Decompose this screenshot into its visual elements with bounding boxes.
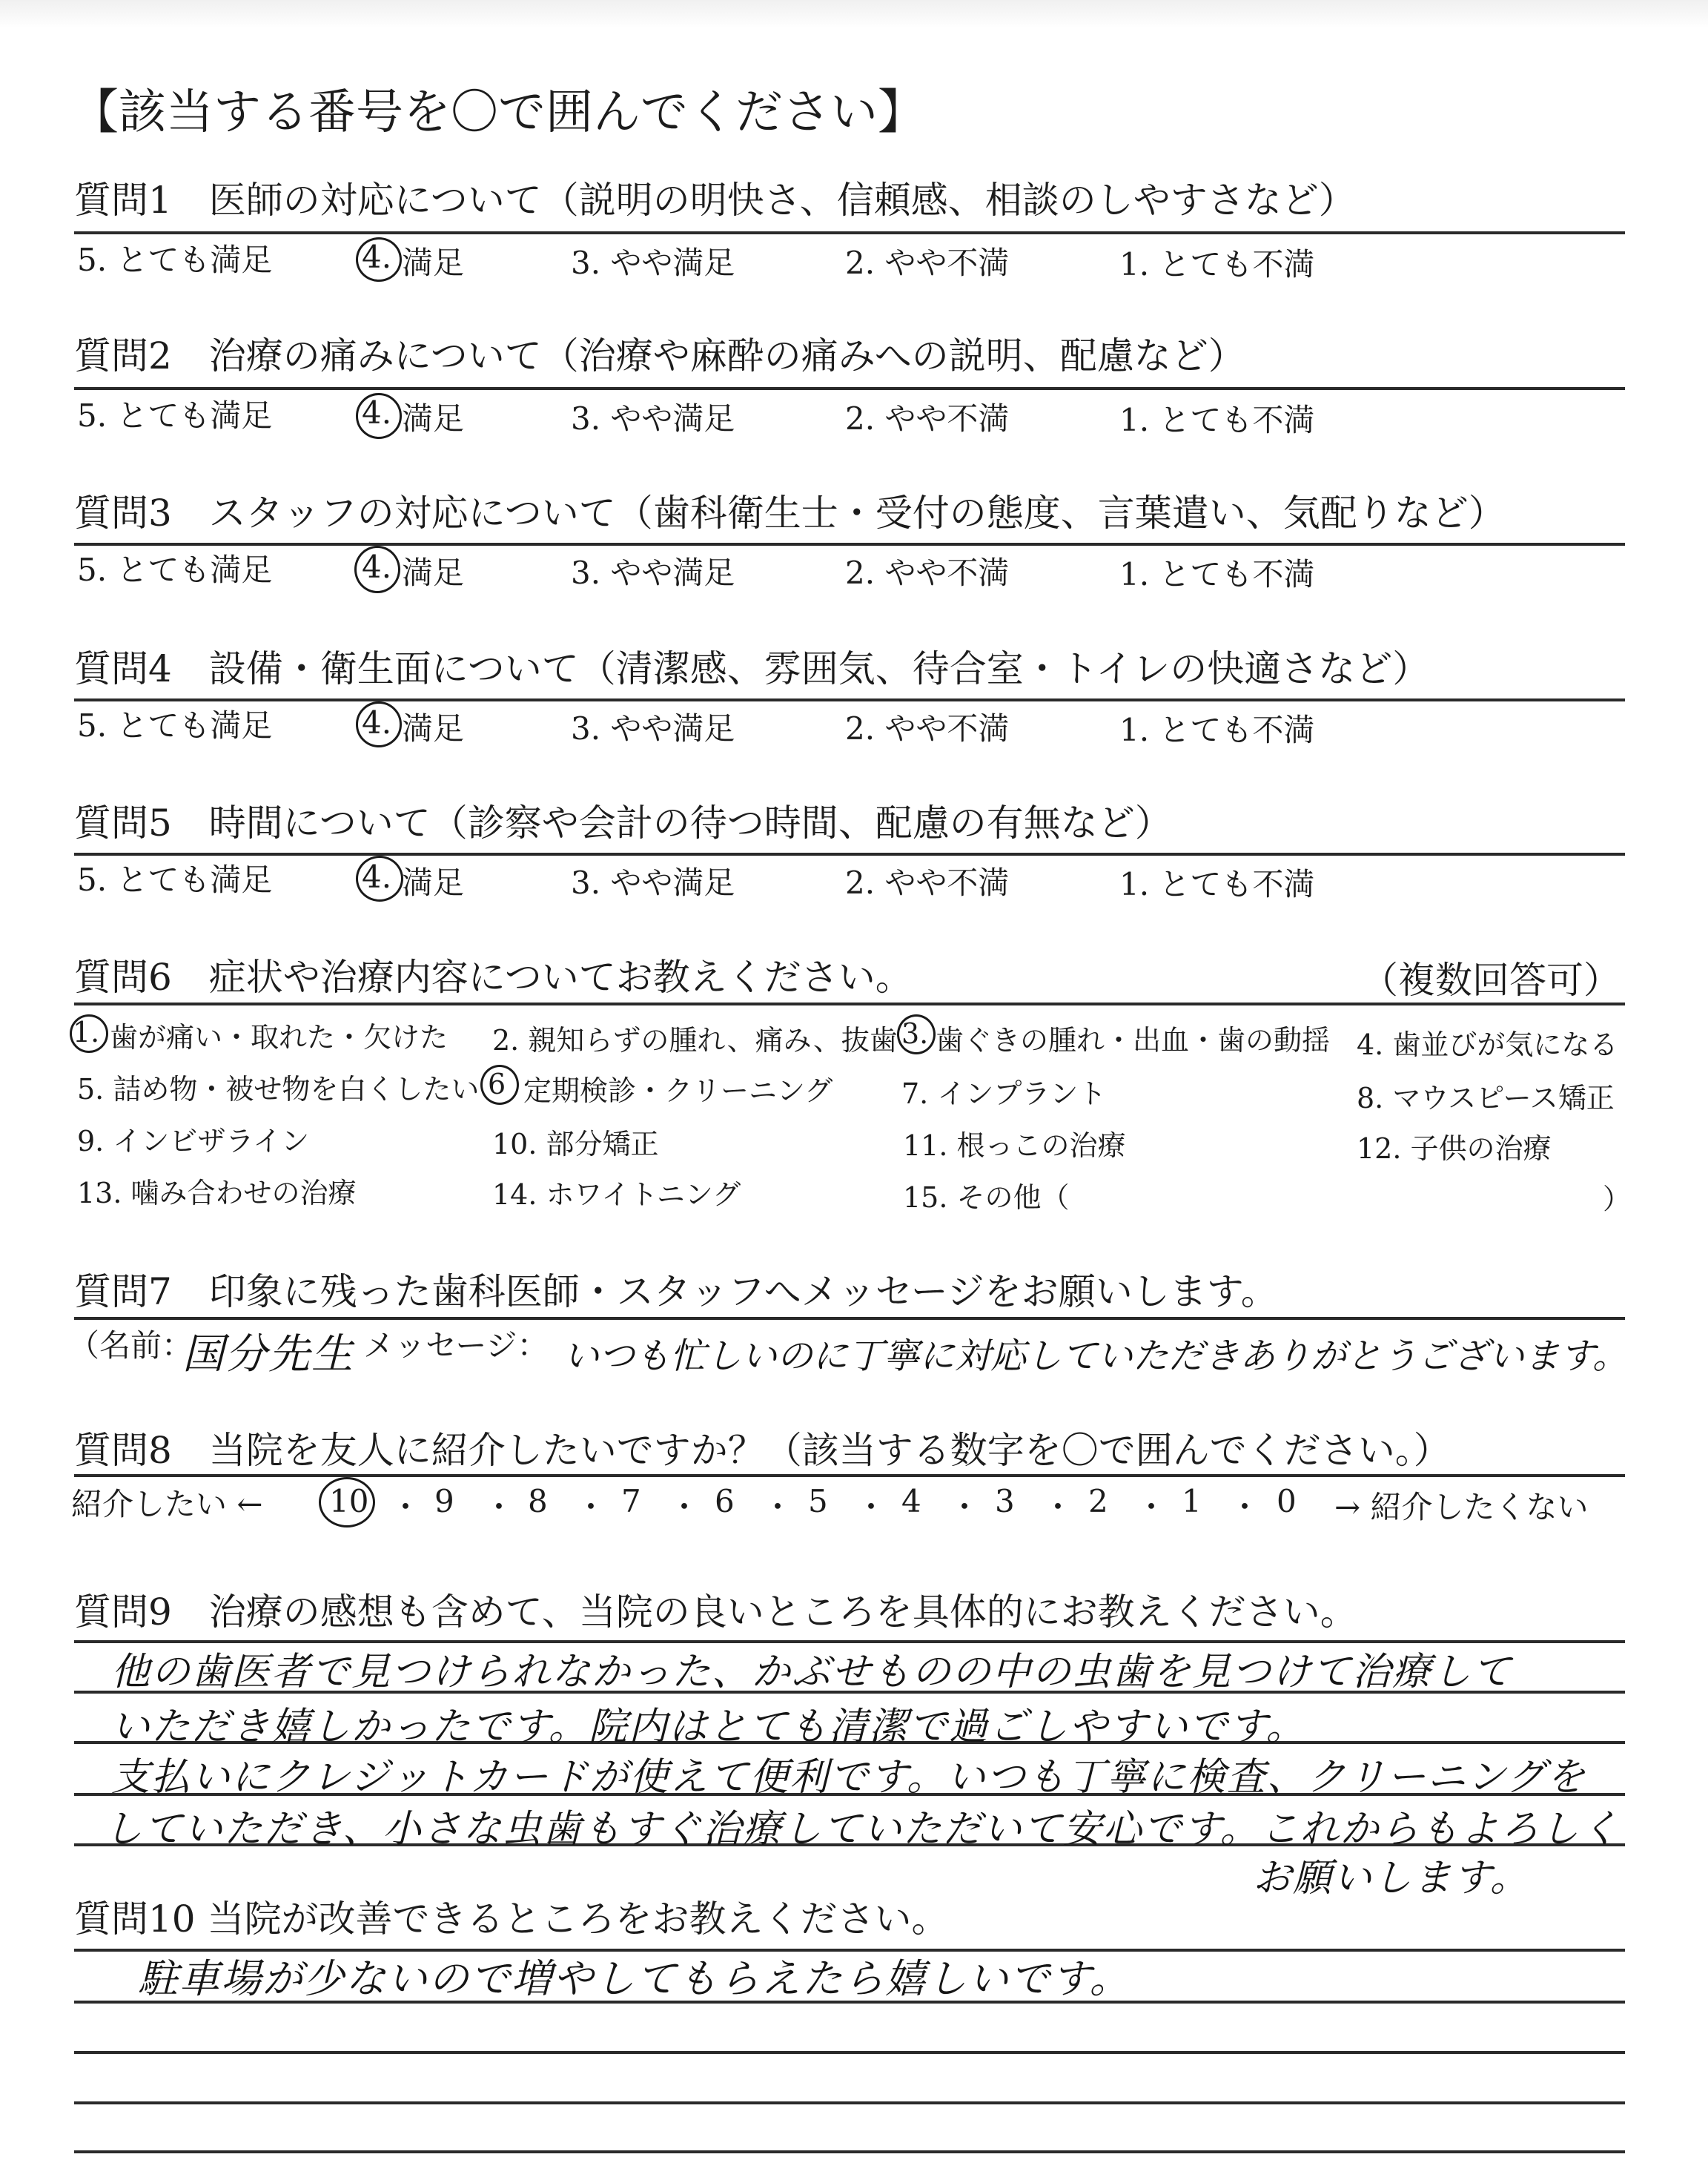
option-2[interactable]: 2. やや不満 <box>845 710 1010 747</box>
option-2[interactable]: 2. やや不満 <box>845 555 1010 591</box>
option-10[interactable]: 10. 部分矯正 <box>492 1128 659 1160</box>
scan-top-edge <box>0 0 1708 28</box>
question-5-rule <box>74 853 1625 856</box>
option-4-number[interactable]: 4. <box>362 239 392 275</box>
option-1[interactable]: 1. とても不満 <box>1119 866 1315 902</box>
question-3-heading: 質問3 スタッフの対応について（歯科衛生士・受付の態度、言葉遣い、気配りなど） <box>74 492 1506 535</box>
option-2[interactable]: 2. 親知らずの腫れ、痛み、抜歯 <box>492 1024 898 1057</box>
option-3[interactable]: 3. やや満足 <box>571 245 735 281</box>
answer-circle <box>356 237 402 282</box>
option-4-number[interactable]: 4. <box>362 859 392 895</box>
option-3[interactable]: 3. やや満足 <box>571 865 735 901</box>
answer-circle <box>356 856 403 902</box>
option-4[interactable]: 4. 歯並びが気になる <box>1357 1028 1618 1061</box>
scale-dot: ・ <box>483 1489 515 1525</box>
option-9[interactable]: 9. インビザライン <box>77 1125 310 1157</box>
answer-line <box>74 2150 1625 2153</box>
q9-answer-line-2[interactable]: いただき嬉しかったです。院内はとても清潔で過ごしやすいです。 <box>111 1705 1306 1749</box>
option-1[interactable]: 1. とても不満 <box>1119 402 1315 438</box>
option-1[interactable]: 1. とても不満 <box>1119 556 1315 592</box>
scale-5[interactable]: 5 <box>808 1483 828 1519</box>
scale-right-label: → 紹介したくない <box>1334 1489 1589 1525</box>
question-7-rule <box>74 1317 1625 1320</box>
option-4-number[interactable]: 4. <box>362 704 392 741</box>
question-6-rule <box>74 1003 1625 1005</box>
option-1-label[interactable]: 歯が痛い・取れた・欠けた <box>110 1021 448 1054</box>
question-10-heading: 質問10 当院が改善できるところをお教えください。 <box>74 1898 949 1941</box>
scale-dot: ・ <box>669 1489 701 1525</box>
answer-circle <box>897 1014 936 1054</box>
option-7[interactable]: 7. インプラント <box>901 1077 1107 1110</box>
option-5[interactable]: 5. とても満足 <box>77 552 273 588</box>
scale-9[interactable]: 9 <box>434 1483 454 1519</box>
option-3-number[interactable]: 3. <box>901 1017 929 1050</box>
q9-answer-line-5[interactable]: お願いします。 <box>1253 1856 1530 1900</box>
scale-7[interactable]: 7 <box>621 1483 641 1519</box>
answer-line <box>74 2101 1625 2104</box>
question-1-heading: 質問1 医師の対応について（説明の明快さ、信頼感、相談のしやすさなど） <box>74 179 1356 222</box>
answer-circle <box>480 1065 519 1105</box>
option-2[interactable]: 2. やや不満 <box>845 865 1010 901</box>
message-value[interactable]: いつも忙しいのに丁寧に対応していただきありがとうございます。 <box>563 1335 1629 1377</box>
scale-dot: ・ <box>1136 1489 1168 1525</box>
option-6-label[interactable]: 定期検診・クリーニング <box>523 1074 833 1107</box>
option-4-label[interactable]: 満足 <box>402 245 465 281</box>
q10-answer[interactable]: 駐車場が少ないので増やしてもらえたら嬉しいです。 <box>138 1955 1131 2002</box>
scale-6[interactable]: 6 <box>715 1483 735 1519</box>
scale-dot: ・ <box>575 1489 607 1525</box>
option-13[interactable]: 13. 噛み合わせの治療 <box>77 1177 357 1209</box>
scale-3[interactable]: 3 <box>995 1483 1015 1519</box>
option-5[interactable]: 5. とても満足 <box>77 862 273 898</box>
option-1-number[interactable]: 1. <box>73 1016 100 1048</box>
option-6-number[interactable]: 6 <box>488 1068 506 1100</box>
option-3[interactable]: 3. やや満足 <box>571 710 735 747</box>
question-4-heading: 質問4 設備・衛生面について（清潔感、雰囲気、待合室・トイレの快適さなど） <box>74 647 1430 690</box>
name-label: （名前： <box>68 1327 193 1364</box>
option-2[interactable]: 2. やや不満 <box>845 400 1010 437</box>
option-5[interactable]: 5. とても満足 <box>77 397 273 434</box>
option-1[interactable]: 1. とても不満 <box>1119 712 1315 748</box>
option-11[interactable]: 11. 根っこの治療 <box>903 1129 1126 1162</box>
question-8-rule <box>74 1474 1625 1477</box>
answer-circle <box>356 393 402 439</box>
scale-dot: ・ <box>1229 1489 1261 1525</box>
scale-dot: ・ <box>390 1489 422 1525</box>
option-5[interactable]: 5. とても満足 <box>77 707 273 744</box>
option-2[interactable]: 2. やや不満 <box>845 245 1010 281</box>
scale-left-label: 紹介したい ← <box>71 1486 263 1522</box>
option-1[interactable]: 1. とても不満 <box>1119 246 1315 283</box>
scale-dot: ・ <box>1042 1489 1074 1525</box>
scale-2[interactable]: 2 <box>1088 1483 1108 1519</box>
option-3[interactable]: 3. やや満足 <box>571 555 735 591</box>
question-8-heading: 質問8 当院を友人に紹介したいですか？（該当する数字を〇で囲んでください。） <box>74 1429 1451 1472</box>
name-value[interactable]: 国分先生 <box>182 1330 354 1378</box>
question-3-rule <box>74 543 1625 546</box>
option-5[interactable]: 5. とても満足 <box>77 242 273 278</box>
multiple-answers-note: （複数回答可） <box>1361 959 1621 1002</box>
answer-circle <box>319 1477 375 1527</box>
question-5-heading: 質問5 時間について（診察や会計の待つ時間、配慮の有無など） <box>74 802 1172 845</box>
option-14[interactable]: 14. ホワイトニング <box>492 1178 741 1211</box>
question-2-rule <box>74 387 1625 390</box>
option-4-label[interactable]: 満足 <box>402 400 465 437</box>
scale-dot: ・ <box>949 1489 981 1525</box>
option-3[interactable]: 3. やや満足 <box>571 400 735 437</box>
option-15-close: ） <box>1603 1183 1632 1215</box>
question-6-heading: 質問6 症状や治療内容についてお教えください。 <box>74 956 913 999</box>
message-label: メッセージ： <box>363 1327 549 1364</box>
question-7-heading: 質問7 印象に残った歯科医師・スタッフへメッセージをお願いします。 <box>74 1270 1278 1313</box>
scale-1[interactable]: 1 <box>1182 1483 1202 1519</box>
answer-line <box>74 2051 1625 2054</box>
question-4-rule <box>74 698 1625 701</box>
option-8[interactable]: 8. マウスピース矯正 <box>1357 1082 1615 1114</box>
q9-answer-line-3[interactable]: 支払いにクレジットカードが使えて便利です。いつも丁寧に検査、クリーニングを <box>111 1755 1586 1800</box>
q9-answer-line-4[interactable]: していただき、小さな虫歯もすぐ治療していただいて安心です。これからもよろしく <box>104 1807 1621 1852</box>
answer-circle <box>354 546 400 593</box>
question-2-heading: 質問2 治療の痛みについて（治療や麻酔の痛みへの説明、配慮など） <box>74 334 1245 377</box>
scale-4[interactable]: 4 <box>901 1483 921 1519</box>
option-4-label[interactable]: 満足 <box>402 555 465 591</box>
answer-circle <box>70 1014 108 1053</box>
scale-0[interactable]: 0 <box>1277 1483 1297 1519</box>
option-4-label[interactable]: 満足 <box>402 865 465 901</box>
option-5[interactable]: 5. 詰め物・被せ物を白くしたい <box>77 1073 480 1106</box>
option-12[interactable]: 12. 子供の治療 <box>1357 1132 1552 1165</box>
option-4-label[interactable]: 満足 <box>402 710 465 747</box>
page-title: 【該当する番号を〇で囲んでください】 <box>71 85 925 140</box>
answer-circle <box>356 701 402 747</box>
scale-dot: ・ <box>762 1489 794 1525</box>
option-3-label[interactable]: 歯ぐきの腫れ・出血・歯の動揺 <box>936 1024 1331 1057</box>
question-9-heading: 質問9 治療の感想も含めて、当院の良いところを具体的にお教えください。 <box>74 1591 1357 1634</box>
option-4-number[interactable]: 4. <box>362 394 392 431</box>
scale-10[interactable]: 10 <box>329 1483 369 1519</box>
scale-8[interactable]: 8 <box>528 1483 548 1519</box>
scale-dot: ・ <box>855 1489 887 1525</box>
q9-answer-line-1[interactable]: 他の歯医者で見つけられなかった、かぶせものの中の虫歯を見つけて治療して <box>111 1650 1513 1694</box>
option-15[interactable]: 15. その他（ <box>903 1181 1070 1214</box>
option-4-number[interactable]: 4. <box>362 549 392 585</box>
question-1-rule <box>74 231 1625 234</box>
